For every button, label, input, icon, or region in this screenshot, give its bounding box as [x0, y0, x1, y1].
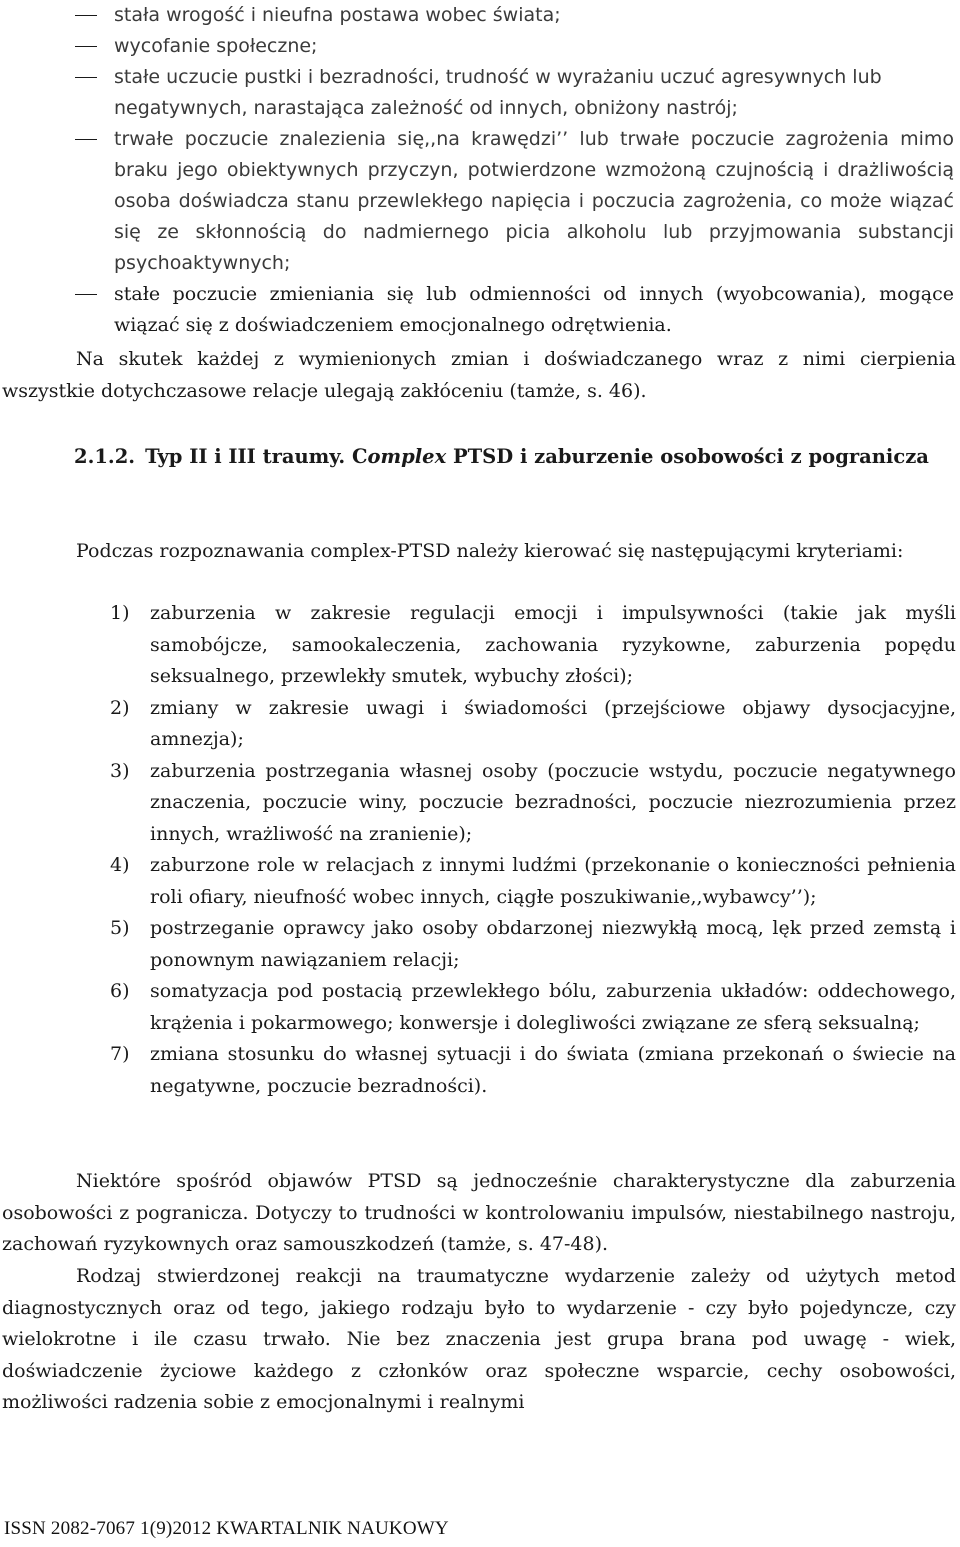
criteria-number: 4) [110, 854, 130, 876]
paragraph-borderline: Niektóre spośród objawów PTSD są jednocześnie charakterystyczne dla zaburzenia osobowości z pogranicza. Dotyczy to trudności w kontrolowaniu impulsów, niestabilnego nastroju, zachowań ryzykownych oraz samouszkodzeń (tamże, s. 47-48). [2, 1170, 956, 1255]
criteria-item [0, 913, 960, 976]
dash-list-item [0, 279, 960, 341]
paragraph-reaction-type: Rodzaj stwierdzonej reakcji na traumatyczne wydarzenie zależy od użytych metod diagnostycznych oraz od tego, jakiego rodzaju było to wydarzenie - czy było pojedyncze, czy wielokrotne i ile czasu trwało. Nie bez znaczenia jest grupa brana pod uwagę - wiek, doświadczenie życiowe każdego z członków oraz społeczne wsparcie, cechy osobowości, możliwości radzenia sobie z emocjonalnymi i realnymi [2, 1265, 956, 1413]
criteria-item [0, 598, 960, 693]
criteria-text: zaburzone role w relacjach z innymi ludźmi (przekonanie o konieczności pełnienia roli ofiary, nieufność wobec innych, ciągłe poszukiwanie,,wybawcy’’); [150, 854, 956, 908]
dash-item-text: wycofanie społeczne; [114, 35, 318, 57]
dash-bullet [75, 46, 97, 47]
criteria-list [0, 598, 960, 1102]
criteria-text: somatyzacja pod postacią przewlekłego bólu, zaburzenia układów: oddechowego, krążenia i pokarmowego; konwersje i dolegliwości związane ze sferą seksualną; [150, 980, 956, 1034]
dash-list-item [0, 62, 960, 124]
criteria-text: zmiana stosunku do własnej sytuacji i do świata (zmiana przekonań o świecie na negatywne, poczucie bezradności). [150, 1043, 956, 1097]
criteria-number: 7) [110, 1043, 130, 1065]
criteria-item [0, 1039, 960, 1102]
dash-bullet [75, 139, 97, 140]
criteria-number: 1) [110, 602, 130, 624]
symptom-dash-list [0, 0, 960, 341]
criteria-text: zaburzenia w zakresie regulacji emocji i impulsywności (takie jak myśli samobójcze, samookaleczenia, zachowania ryzykowne, zaburzenia popędu seksualnego, przewlekły smutek, wybuchy złości); [150, 602, 956, 687]
dash-list-item [0, 31, 960, 62]
dash-item-text: trwałe poczucie znalezienia się,,na krawędzi’’ lub trwałe poczucie zagrożenia mimo braku jego obiektywnych przyczyn, potwierdzone wzmożoną czujnością i drażliwością osoba doświadcza stanu przewlekłego napięcia i poczucia zagrożenia, co może wiązać się ze skłonnością do nadmiernego picia alkoholu lub przyjmowania substancji psychoaktywnych; [114, 128, 954, 274]
section-number: 2.1.2. [74, 445, 136, 468]
dash-bullet [75, 77, 97, 78]
dash-item-text: stałe uczucie pustki i bezradności, trudność w wyrażaniu uczuć agresywnych lub negatywnych, narastająca zależność od innych, obniżony nastrój; [114, 66, 882, 119]
dash-list-item [0, 124, 960, 279]
heading-text-italic: omplex [367, 445, 447, 468]
criteria-number: 3) [110, 759, 130, 782]
criteria-text: zmiany w zakresie uwagi i świadomości (przejściowe objawy dysocjacyjne, amnezja); [150, 696, 956, 750]
dash-bullet [75, 15, 97, 16]
criteria-number: 5) [110, 917, 130, 939]
criteria-item [0, 693, 960, 756]
criteria-item [0, 850, 960, 913]
dash-bullet [75, 294, 97, 295]
dash-list-item [0, 0, 960, 31]
criteria-text: postrzeganie oprawcy jako osoby obdarzonej niezwykłą mocą, lęk przed zemstą i ponownym nawiązaniem relacji; [150, 917, 956, 971]
heading-text-after: PTSD i zaburzenie osobowości z pogranicza [446, 445, 929, 468]
criteria-number: 6) [110, 980, 130, 1002]
criteria-item [0, 756, 960, 851]
section-heading [4, 440, 934, 473]
criteria-text: zaburzenia postrzegania własnej osoby (poczucie wstydu, poczucie negatywnego znaczenia, poczucie winy, poczucie bezradności, poczucie niezrozumienia przez innych, wrażliwość na zranienie); [150, 759, 956, 845]
heading-text-before: Typ II i III traumy. C [145, 445, 368, 468]
dash-item-text: stałe poczucie zmieniania się lub odmienności od innych (wyobcowania), mogące wiązać się z doświadczeniem emocjonalnego odrętwienia. [114, 283, 954, 336]
dash-item-text: stała wrogość i nieufna postawa wobec świata; [114, 4, 561, 26]
criteria-intro: Podczas rozpoznawania complex-PTSD należy kierować się następującymi kryteriami: [76, 540, 904, 562]
criteria-number: 2) [110, 696, 130, 719]
paragraph-after-list: Na skutek każdej z wymienionych zmian i doświadczanego wraz z nimi cierpienia wszystkie dotychczasowe relacje ulegają zakłóceniu (tamże, s. 46). [2, 348, 956, 402]
page-footer: ISSN 2082-7067 1(9)2012 KWARTALNIK NAUKOWY [4, 1518, 449, 1539]
criteria-item [0, 976, 960, 1039]
